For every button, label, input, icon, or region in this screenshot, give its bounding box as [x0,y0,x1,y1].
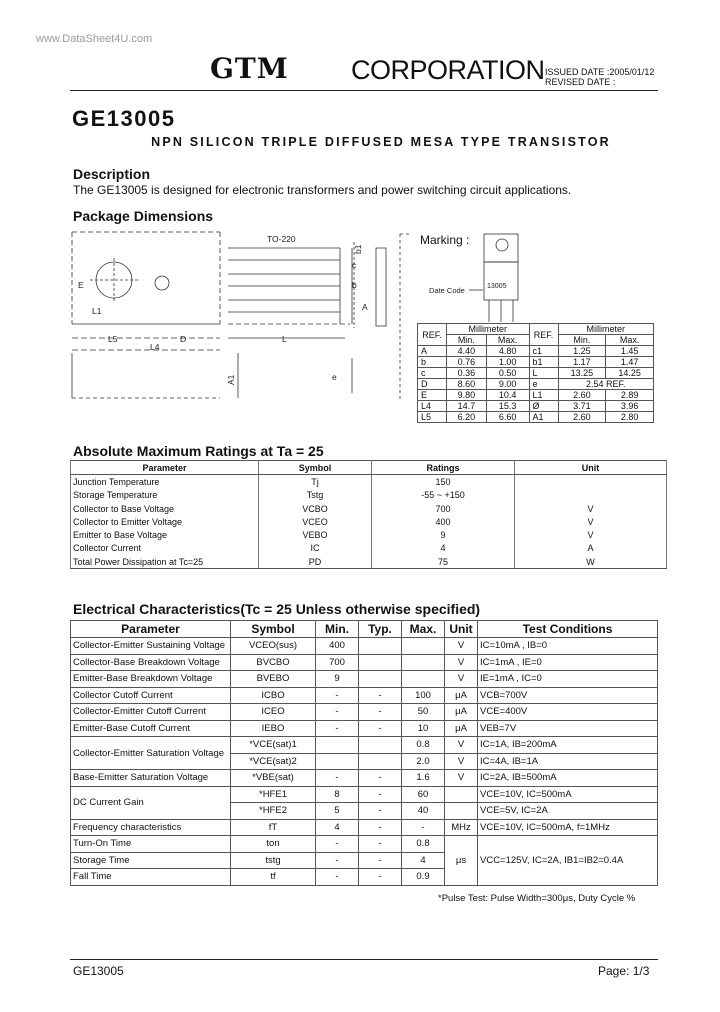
dim-l5: L5 [108,334,118,344]
ec-cell: - [359,852,402,869]
ec-cell: V [445,737,478,754]
dim-cell: 2.89 [606,390,654,401]
ec-cell [445,786,478,803]
dim-e-body: E [78,280,84,290]
footer-part: GE13005 [73,964,124,978]
ec-cell: VCE=10V, IC=500mA, f=1MHz [478,819,658,836]
package-name: TO-220 [267,234,296,244]
lead-lines [228,248,340,312]
dim-cell: 2.60 [558,390,606,401]
amr-cell: Storage Temperature [71,489,259,502]
amr-cell [515,475,667,489]
ec-row [71,737,658,754]
ec-cell: fT [231,819,316,836]
ec-cell: - [316,852,359,869]
dim-cell: 9.80 [447,390,487,401]
dim-cell: 1.17 [558,357,606,368]
tab-outline [340,248,352,324]
ec-cell: μs [445,836,478,886]
ec-cell: 10 [402,720,445,737]
ec-cell: Base-Emitter Saturation Voltage [71,770,231,787]
ec-cell: VCEO(sus) [231,638,316,655]
dim-a1: A1 [226,374,236,385]
ec-cell: *HFE2 [231,803,316,820]
ec-row [71,687,658,704]
elec-heading: Electrical Characteristics(Tc = 25 Unless otherwise specified) [73,601,481,617]
dim-row [418,346,654,357]
ec-cell: ton [231,836,316,853]
ec-cell: Emitter-Base Breakdown Voltage [71,671,231,688]
dim-cell: 1.45 [606,346,654,357]
footer-page: Page: 1/3 [598,964,650,978]
amr-cell: V [515,515,667,528]
dim-row [418,401,654,412]
ec-cell: 1.6 [402,770,445,787]
amr-row [71,515,667,528]
ec-cell [359,671,402,688]
pin1-mark [155,276,169,290]
amr-cell: Collector to Emitter Voltage [71,515,259,528]
amr-cell: Total Power Dissipation at Tc=25 [71,555,259,569]
ec-cell: BVEBO [231,671,316,688]
dim-cell: b1 [529,357,558,368]
description-heading: Description [73,166,151,182]
dim-sub-min: Min. [447,335,487,346]
amr-row [71,502,667,515]
marking-label: Marking : [420,233,470,247]
ec-cell [316,753,359,770]
dim-cell: b [418,357,447,368]
ec-cell: - [359,770,402,787]
dim-cell: E [418,390,447,401]
amr-row [71,489,667,502]
dim-cell: 3.71 [558,401,606,412]
marking-leads [489,300,513,322]
ec-cell: VEB=7V [478,720,658,737]
dim-cell: 10.4 [486,390,529,401]
amr-cell: Collector to Base Voltage [71,502,259,515]
ec-header-symbol: Symbol [231,621,316,638]
amr-header-ratings: Ratings [372,461,515,475]
ec-cell: ICBO [231,687,316,704]
amr-cell: V [515,502,667,515]
ec-cell [359,737,402,754]
dim-header-ref: REF. [418,324,447,346]
ec-cell: tf [231,869,316,886]
ec-cell: IC=1mA , IE=0 [478,654,658,671]
ec-cell: μA [445,704,478,721]
dim-cell: 8.60 [447,379,487,390]
ec-row [71,671,658,688]
ec-cell [359,753,402,770]
dim-cell: 3.96 [606,401,654,412]
package-heading: Package Dimensions [73,208,214,224]
dim-cell: 2.80 [606,412,654,423]
ec-cell: VCE=10V, IC=500mA [478,786,658,803]
dim-cell: c1 [529,346,558,357]
ec-cell: *VCE(sat)2 [231,753,316,770]
ec-cell: MHz [445,819,478,836]
ec-cell [359,638,402,655]
ec-cell [445,803,478,820]
issue-info [545,67,654,87]
ec-cell: IC=2A, IB=500mA [478,770,658,787]
amr-cell: IC [259,542,372,555]
dim-cell: A [418,346,447,357]
ec-cell [402,654,445,671]
ec-cell: V [445,671,478,688]
ec-cell: *VBE(sat) [231,770,316,787]
dim-b: b [352,280,357,290]
dim-cell: 9.00 [486,379,529,390]
amr-cell: 400 [372,515,515,528]
amr-row [71,475,667,489]
ec-cell: - [359,836,402,853]
ec-header-conditions: Test Conditions [478,621,658,638]
ec-row [71,704,658,721]
ec-cell: Frequency characteristics [71,819,231,836]
amr-cell: 4 [372,542,515,555]
dim-cell: 2.60 [558,412,606,423]
ec-cell: - [359,869,402,886]
pulse-note: *Pulse Test: Pulse Width=300μs, Duty Cycle % [438,893,636,904]
ec-header-typ: Typ. [359,621,402,638]
ec-row [71,654,658,671]
ec-cell: V [445,753,478,770]
marking-tab [484,234,518,262]
ec-cell: V [445,654,478,671]
ec-cell: μA [445,687,478,704]
ec-cell: Collector-Base Breakdown Voltage [71,654,231,671]
side-bracket [400,234,410,400]
amr-cell: 75 [372,555,515,569]
ec-row [71,638,658,655]
ec-cell [402,638,445,655]
ec-cell: 4 [402,852,445,869]
dim-cell: e [529,379,558,390]
dim-cell: 1.25 [558,346,606,357]
amr-row [71,555,667,569]
ec-cell: 0.8 [402,737,445,754]
amr-row [71,542,667,555]
dim-d: D [180,334,187,344]
ec-cell: 2.0 [402,753,445,770]
amr-cell: V [515,528,667,541]
ec-cell: 4 [316,819,359,836]
hole-crosshair [90,258,138,302]
ec-cell: Collector Cutoff Current [71,687,231,704]
ec-cell: - [359,687,402,704]
dim-cell: A1 [529,412,558,423]
amr-cell: VCEO [259,515,372,528]
header-divider [70,90,658,91]
ec-cell [316,737,359,754]
ec-row [71,819,658,836]
dim-cell: 0.50 [486,368,529,379]
amr-row [71,528,667,541]
ec-cell: *HFE1 [231,786,316,803]
ec-cell: Collector-Emitter Sustaining Voltage [71,638,231,655]
ec-cell: - [316,770,359,787]
dim-l4: L4 [150,342,160,352]
ec-header-parameter: Parameter [71,621,231,638]
dim-sub-max: Max. [486,335,529,346]
amr-cell: PD [259,555,372,569]
dim-c: c [352,260,357,270]
part-number: GE13005 [72,106,176,131]
ec-cell: VCC=125V, IC=2A, IB1=IB2=0.4A [478,836,658,886]
amr-cell: A [515,542,667,555]
ec-cell: DC Current Gain [71,786,231,819]
amr-header-parameter: Parameter [71,461,259,475]
dim-cell: 6.20 [447,412,487,423]
ec-cell: μA [445,720,478,737]
ec-cell [402,671,445,688]
abs-max-heading: Absolute Maximum Ratings at Ta = 25 [73,443,324,459]
amr-cell: 9 [372,528,515,541]
dim-cell: 4.80 [486,346,529,357]
dim-cell: 0.76 [447,357,487,368]
company-logo: GTM [210,52,289,85]
dim-cell: 13.25 [558,368,606,379]
revised-date: REVISED DATE : [545,77,616,87]
ec-cell: - [359,803,402,820]
ec-cell: IE=1mA , IC=0 [478,671,658,688]
ec-row [71,786,658,803]
dim-sub-max2: Max. [606,335,654,346]
dim-cell: c [418,368,447,379]
ec-cell: - [316,687,359,704]
footer-divider [70,959,658,960]
ec-cell: 400 [316,638,359,655]
dim-header-ref2: REF. [529,324,558,346]
amr-cell: -55 ~ +150 [372,489,515,502]
ec-header-min: Min. [316,621,359,638]
dim-row [418,412,654,423]
watermark: www.DataSheet4U.com [36,33,153,45]
ec-cell: IC=1A, IB=200mA [478,737,658,754]
dim-a: A [362,302,368,312]
dim-cell: 6.60 [486,412,529,423]
ec-cell: 8 [316,786,359,803]
abs-max-table [70,460,667,569]
corporation-label: CORPORATION [351,55,545,85]
description-text: The GE13005 is designed for electronic transformers and power switching circuit applications. [73,183,572,197]
ec-cell: 700 [316,654,359,671]
amr-cell: 150 [372,475,515,489]
dim-cell: 15.3 [486,401,529,412]
ec-cell: - [359,819,402,836]
ec-cell: Collector-Emitter Cutoff Current [71,704,231,721]
ec-cell: 0.8 [402,836,445,853]
ec-cell: - [402,819,445,836]
ec-cell: 100 [402,687,445,704]
ec-cell: IC=10mA , IB=0 [478,638,658,655]
ec-cell: - [359,704,402,721]
ec-cell: Collector-Emitter Saturation Voltage [71,737,231,770]
dim-cell: D [418,379,447,390]
amr-cell [515,489,667,502]
ec-cell: VCE=400V [478,704,658,721]
dim-l: L [282,334,287,344]
marking-body [484,262,518,300]
package-drawing [70,228,415,406]
amr-cell: Tj [259,475,372,489]
ec-row [71,836,658,853]
dim-cell: 14.25 [606,368,654,379]
dim-sub-min2: Min. [558,335,606,346]
ec-cell: 50 [402,704,445,721]
ec-header-unit: Unit [445,621,478,638]
ec-cell: IEBO [231,720,316,737]
ec-cell: VCE=5V, IC=2A [478,803,658,820]
dim-row [418,368,654,379]
amr-cell: VEBO [259,528,372,541]
dim-row [418,357,654,368]
ec-cell: IC=4A, IB=1A [478,753,658,770]
dim-row [418,390,654,401]
ec-cell: - [316,704,359,721]
side-profile [376,248,386,326]
ec-cell: V [445,770,478,787]
ec-row [71,770,658,787]
ec-cell: tstg [231,852,316,869]
dim-cell: 4.40 [447,346,487,357]
ec-cell: - [316,720,359,737]
dim-cell: L [529,368,558,379]
ec-cell: V [445,638,478,655]
amr-cell: Junction Temperature [71,475,259,489]
ec-row [71,720,658,737]
ec-cell: - [359,720,402,737]
ec-cell: Storage Time [71,852,231,869]
amr-cell: VCBO [259,502,372,515]
ec-cell: ICEO [231,704,316,721]
ec-cell: - [359,786,402,803]
dimension-table [417,323,654,423]
amr-cell: 700 [372,502,515,515]
dim-l1: L1 [92,306,102,316]
dim-cell: L4 [418,401,447,412]
ec-cell: Emitter-Base Cutoff Current [71,720,231,737]
ec-cell [359,654,402,671]
dim-b1: b1 [353,244,363,254]
ec-cell: - [316,869,359,886]
amr-cell: W [515,555,667,569]
elec-table [70,620,658,886]
ec-cell: *VCE(sat)1 [231,737,316,754]
dim-header-mm2: Millimeter [558,324,653,335]
amr-cell: Collector Current [71,542,259,555]
marking-hole [496,239,508,251]
dim-cell: 1.47 [606,357,654,368]
subtitle: NPN SILICON TRIPLE DIFFUSED MESA TYPE TRANSISTOR [151,135,611,149]
dim-cell: 14.7 [447,401,487,412]
marking-text: 13005 [487,283,507,290]
ec-cell: 40 [402,803,445,820]
date-code-label: Date Code [429,286,465,295]
amr-cell: Emitter to Base Voltage [71,528,259,541]
ec-cell: 5 [316,803,359,820]
amr-header-symbol: Symbol [259,461,372,475]
dim-cell: 0.36 [447,368,487,379]
ec-cell: - [316,836,359,853]
dim-row [418,379,654,390]
ec-header-max: Max. [402,621,445,638]
dim-cell: 2.54 REF. [558,379,653,390]
marking-drawing [425,230,525,325]
ec-cell: 0.9 [402,869,445,886]
amr-cell: Tstg [259,489,372,502]
ec-cell: VCB=700V [478,687,658,704]
ec-cell: 60 [402,786,445,803]
issued-date: ISSUED DATE :2005/01/12 [545,67,655,77]
dim-cell: 1.00 [486,357,529,368]
amr-header-unit: Unit [515,461,667,475]
dim-e: e [332,372,337,382]
dim-cell: L1 [529,390,558,401]
ec-cell: BVCBO [231,654,316,671]
dim-cell: Ø [529,401,558,412]
ec-cell: 9 [316,671,359,688]
ec-cell: Turn-On Time [71,836,231,853]
dim-header-mm: Millimeter [447,324,530,335]
dim-cell: L5 [418,412,447,423]
ec-cell: Fall Time [71,869,231,886]
